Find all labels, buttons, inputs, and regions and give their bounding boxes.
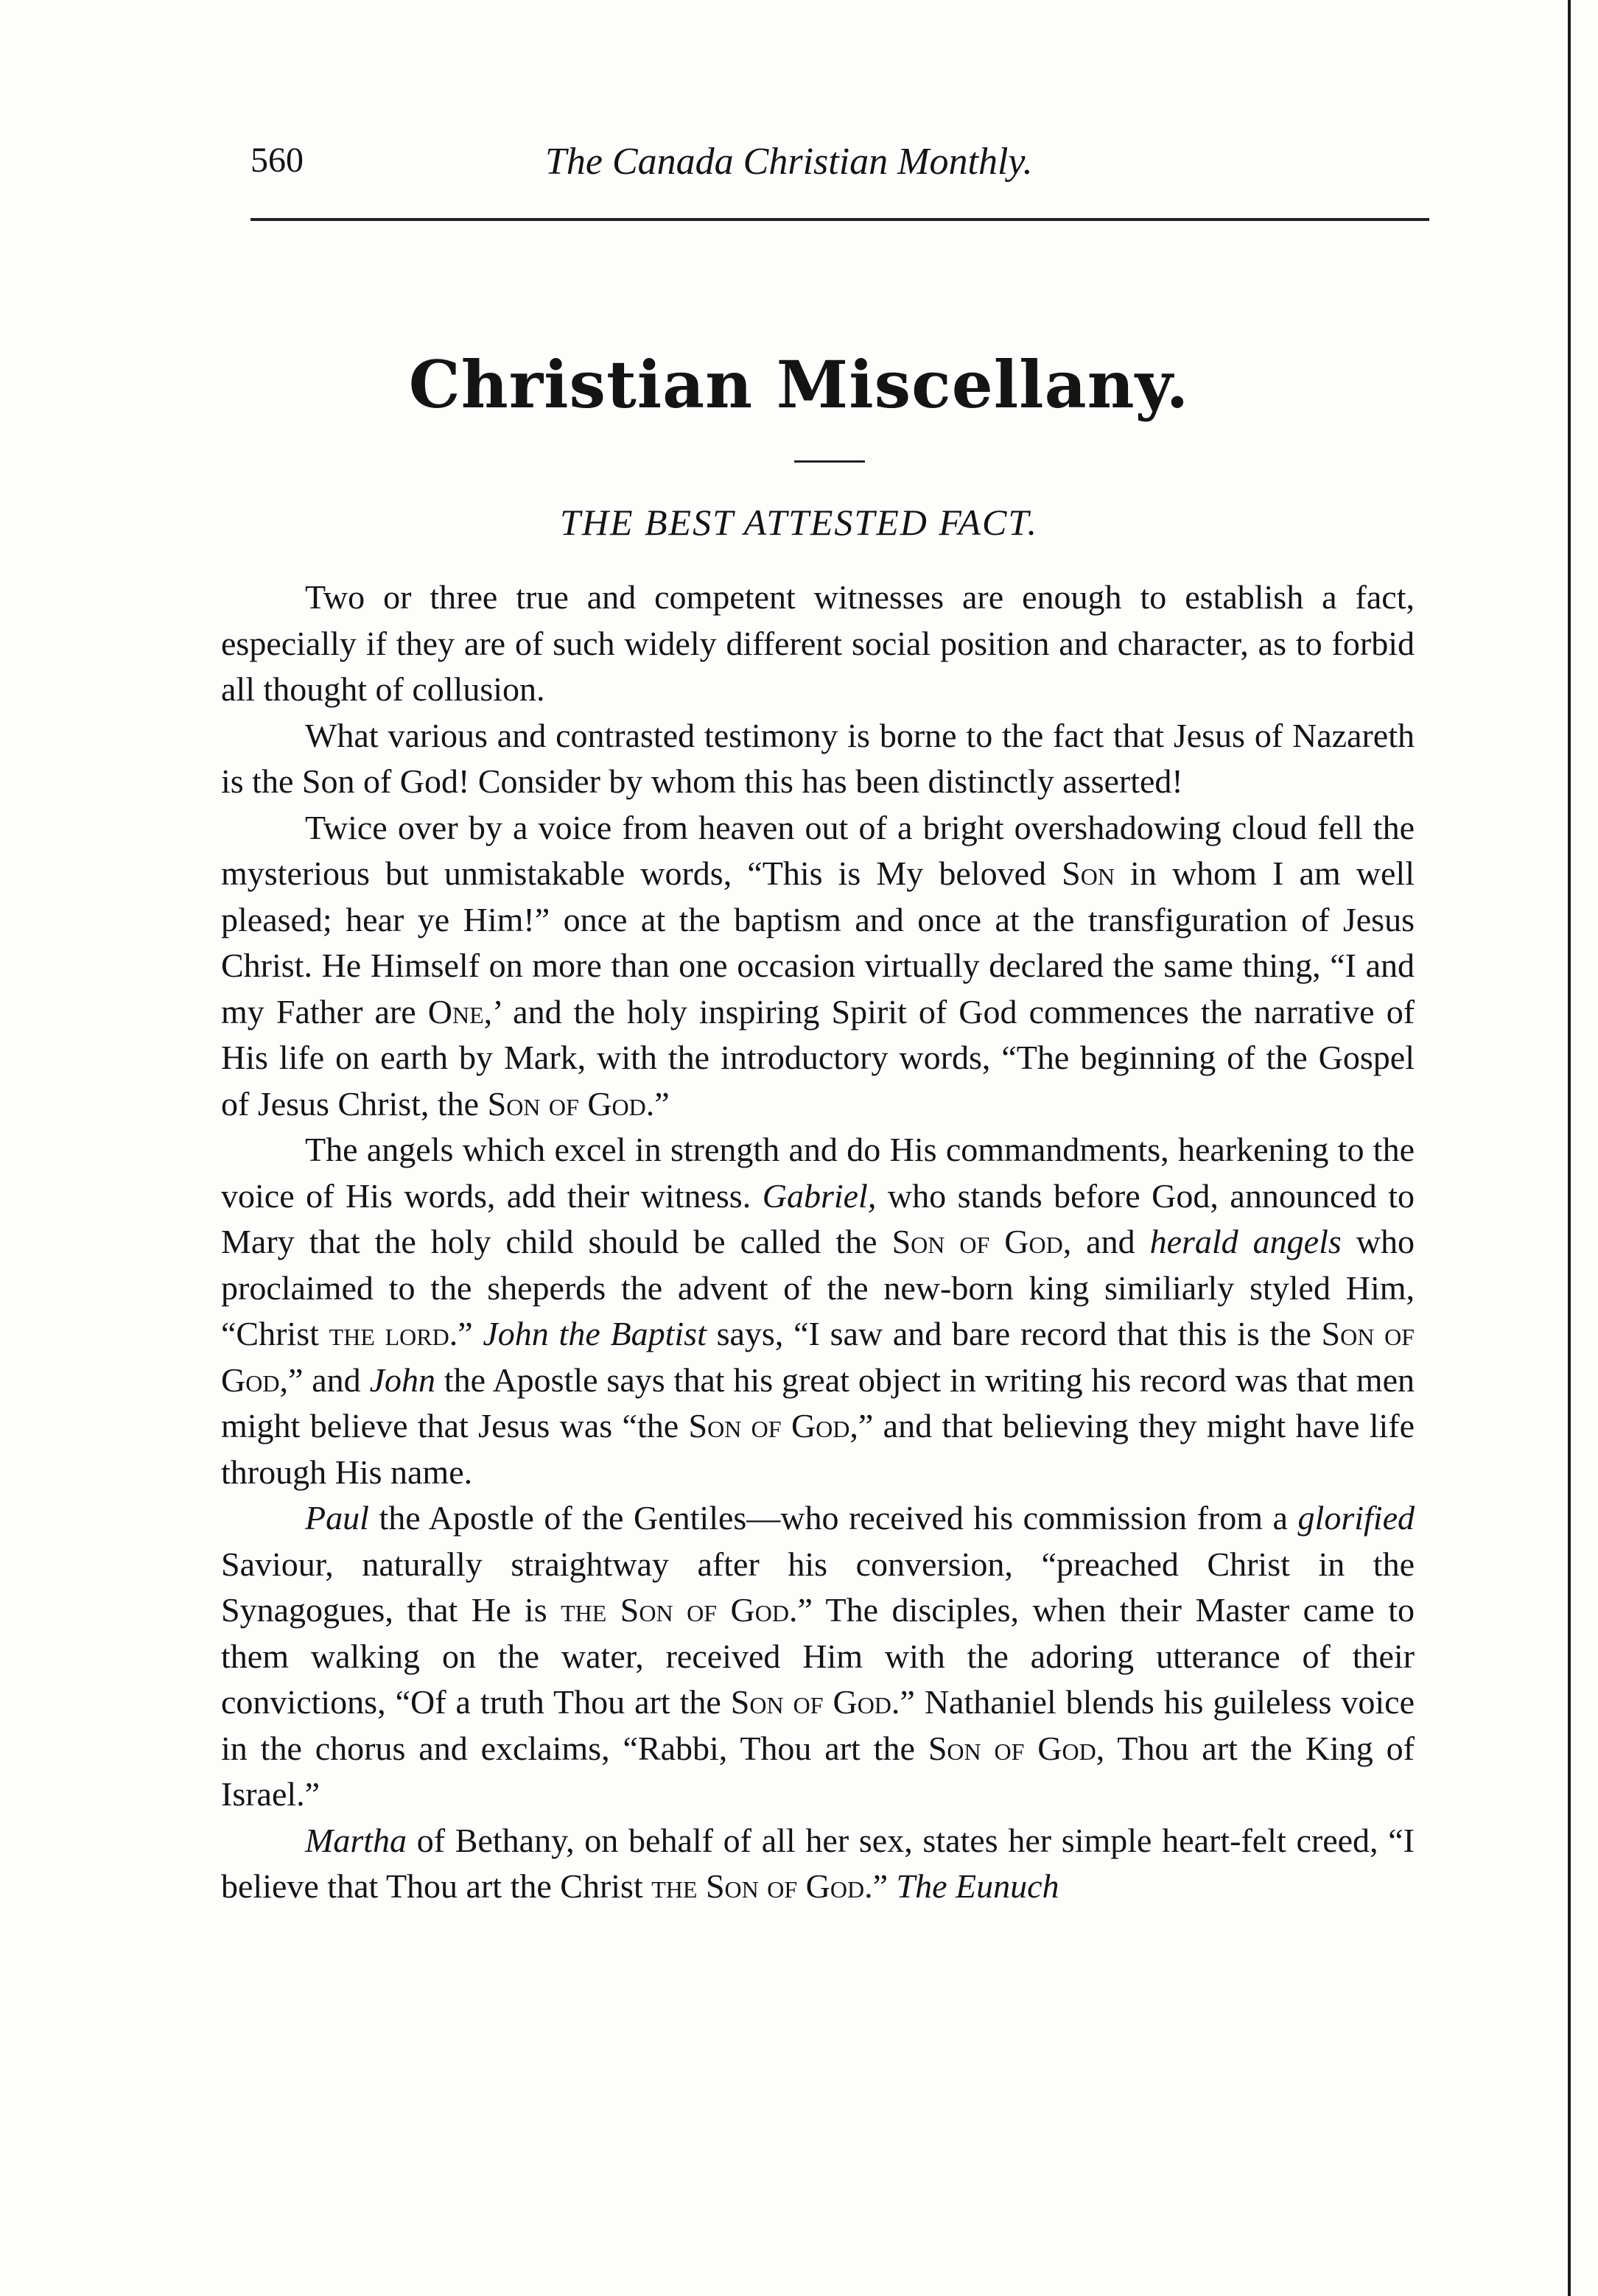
italic-text: John the Baptist (483, 1315, 707, 1352)
paragraph-text: Two or three true and competent witnesses are enough to establish a fact, especially if they are of such widely different social position and character, as to forbid all thought of collusion. (221, 578, 1415, 708)
paragraph-text: of Bethany, on behalf of all her sex, states her simple heart-felt creed, “I believe that Thou art the Christ (221, 1821, 1415, 1905)
italic-text: Martha (305, 1821, 407, 1859)
small-caps-text: Son of God (221, 1315, 1415, 1399)
small-caps-text: Son of God (487, 1084, 646, 1123)
paragraph-text: says, “I saw and bare record that this is the (706, 1315, 1322, 1352)
small-caps-text: the Son of God (651, 1867, 865, 1905)
paragraph-text: the Apostle says that his great object in writing his record was that men might believe that Jesus was “the (221, 1361, 1415, 1444)
paragraph (221, 1127, 1415, 1495)
paragraph-text: .” (645, 1084, 670, 1123)
italic-text: Gabriel, (762, 1176, 877, 1215)
paragraph-text: .” The disciples, when their Master came to them walking on the water, received Him with the adoring utterance of their convictions, “Of a truth Thou art the (221, 1591, 1415, 1721)
paragraph-text: Saviour, naturally straightway after his conversion, “preached Christ in the Synagogues, that He is (221, 1545, 1415, 1629)
page-header (250, 140, 1429, 192)
title-rule (794, 460, 865, 463)
paragraph-text: ,” and (279, 1361, 370, 1399)
small-caps-text: Son of God (928, 1729, 1096, 1767)
small-caps-text: Son of God (730, 1683, 891, 1721)
paragraph-text: .” (864, 1867, 897, 1905)
page-number: 560 (250, 141, 304, 180)
article-title: THE BEST ATTESTED FACT. (560, 502, 1038, 543)
small-caps-text: One (427, 992, 484, 1031)
paragraph-text: ,” and that believing they might have life through His name. (221, 1407, 1415, 1491)
paragraph-text: Twice over by a voice from heaven out of a bright overshadowing cloud fell the mysterious but unmistakable words, “This is My beloved (221, 808, 1415, 892)
paragraph (221, 575, 1415, 713)
paragraph-text: .” Nathaniel blends his guileless voice in the chorus and exclaims, “Rabbi, Thou art the (221, 1683, 1415, 1767)
paragraph-text: in whom I am well pleased; hear ye Him!” once at the baptism and once at the transfiguration of Jesus Christ. He Himself on more than one occasion virtually declared the same thing, “I and my Father are (221, 854, 1415, 1031)
paragraph (221, 1818, 1415, 1910)
small-caps-text: the lord (329, 1315, 449, 1352)
italic-text: John (369, 1361, 435, 1399)
paragraph (221, 1495, 1415, 1818)
italic-text: herald angels (1149, 1223, 1342, 1260)
paragraph-text: who stands before God, announced to Mary that the holy child should be called the (221, 1176, 1415, 1260)
page-edge-line (1568, 0, 1571, 2296)
paragraph-text: , and (1062, 1223, 1150, 1260)
paragraph-text: the Apostle of the Gentiles—who received his commission from a (368, 1499, 1298, 1537)
italic-text: The Eunuch (896, 1867, 1059, 1905)
italic-text: Paul (305, 1499, 369, 1537)
italic-text: glorified (1297, 1499, 1415, 1537)
paragraph-text: who proclaimed to the sheperds the advent of the new-born king similiarly styled Him, “Christ (221, 1223, 1415, 1352)
paragraph (221, 713, 1415, 805)
paragraph (221, 805, 1415, 1128)
article-body (221, 575, 1415, 1910)
small-caps-text: Son of God (891, 1223, 1063, 1260)
small-caps-text: Son (1062, 854, 1115, 892)
header-rule (250, 218, 1429, 221)
small-caps-text: Son of God (688, 1407, 850, 1444)
paragraph-text: .” (449, 1315, 483, 1352)
paragraph-text: What various and contrasted testimony is borne to the fact that Jesus of Nazareth is the Son of God! Consider by whom this has been distinctly asserted! (221, 716, 1415, 800)
paragraph-text: , Thou art the King of Israel.” (221, 1729, 1415, 1813)
section-title: Christian Miscellany. (408, 346, 1190, 423)
paragraph-text: ,’ and the holy inspiring Spirit of God commences the narrative of His life on earth by Mark, with the introductory words, “The beginning of the Gospel of Jesus Christ, the (221, 992, 1415, 1123)
small-caps-text: the Son of God (561, 1591, 789, 1629)
running-title: The Canada Christian Monthly. (545, 141, 1033, 183)
paragraph-text: The angels which excel in strength and do His commandments, hearkening to the voice of His words, add their witness. (221, 1131, 1415, 1215)
